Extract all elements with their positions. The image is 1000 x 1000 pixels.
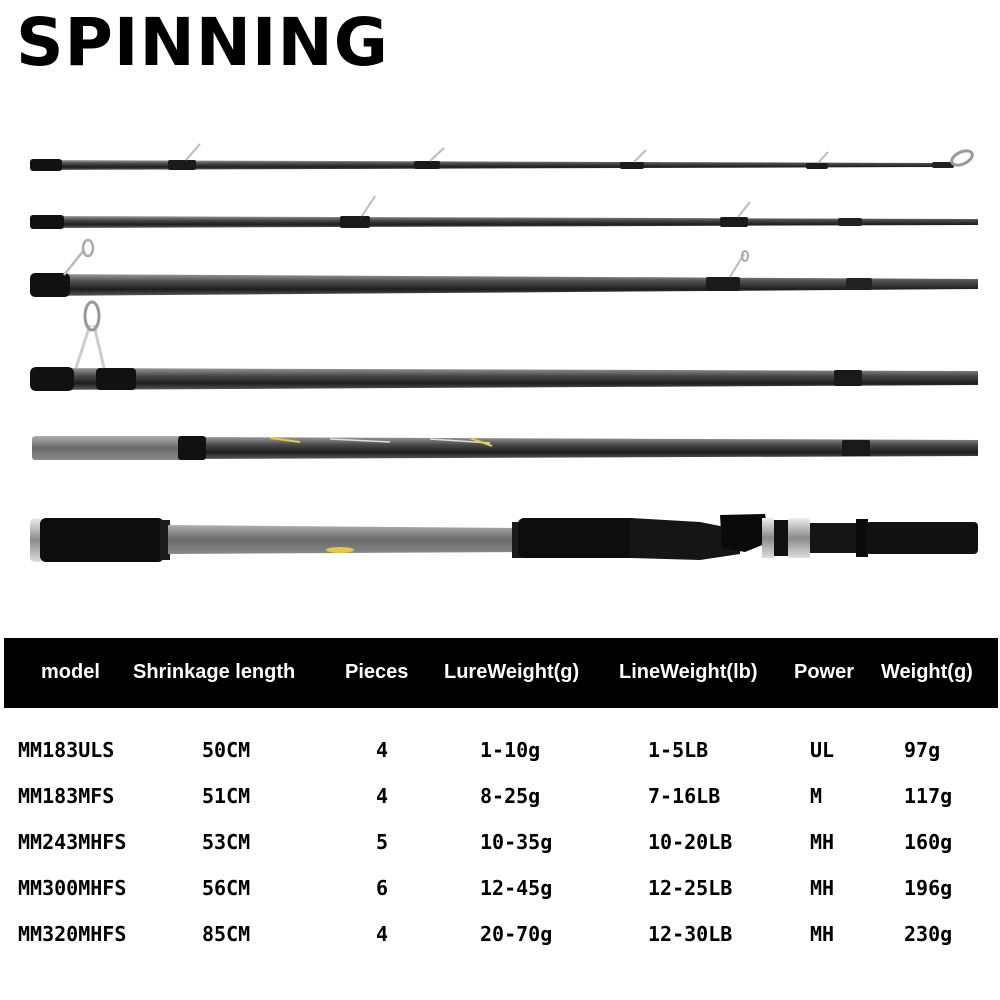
cell-pieces: 4	[376, 784, 389, 808]
header-lure-weight: LureWeight(g)	[444, 661, 580, 683]
cell-model: MM183ULS	[18, 738, 115, 762]
cell-shrinkage-length: 53CM	[202, 830, 251, 854]
table-body	[4, 708, 998, 998]
tip-section	[30, 144, 975, 171]
cell-model: MM183MFS	[18, 784, 115, 808]
cell-weight: 196g	[904, 876, 953, 900]
cell-line-weight: 7-16LB	[648, 784, 721, 808]
header-weight: Weight(g)	[881, 661, 973, 683]
header-pieces: Pieces	[345, 661, 409, 683]
cell-power: M	[810, 784, 823, 808]
cell-line-weight: 10-20LB	[648, 830, 733, 854]
cell-line-weight: 1-5LB	[648, 738, 709, 762]
spec-table	[4, 638, 998, 998]
section-2	[30, 196, 978, 229]
cell-power: MH	[810, 922, 835, 946]
cell-pieces: 6	[376, 876, 389, 900]
cell-pieces: 4	[376, 922, 389, 946]
cell-lure-weight: 1-10g	[480, 738, 541, 762]
table-header	[4, 638, 998, 708]
table-row	[4, 730, 998, 770]
header-shrinkage-length: Shrinkage length	[133, 661, 296, 683]
cell-power: MH	[810, 876, 835, 900]
cell-lure-weight: 20-70g	[480, 922, 553, 946]
cell-weight: 160g	[904, 830, 953, 854]
section-5	[32, 436, 978, 460]
header-line-weight: LineWeight(lb)	[619, 661, 758, 683]
table-row	[4, 914, 998, 954]
cell-lure-weight: 8-25g	[480, 784, 541, 808]
cell-model: MM243MHFS	[18, 830, 127, 854]
cell-shrinkage-length: 85CM	[202, 922, 251, 946]
cell-power: MH	[810, 830, 835, 854]
section-4	[30, 302, 978, 391]
cell-model: MM300MHFS	[18, 876, 127, 900]
section-3	[30, 240, 978, 297]
table-row	[4, 822, 998, 862]
cell-pieces: 4	[376, 738, 389, 762]
rod-sections-image	[0, 130, 1000, 610]
page-title: SPINNING	[16, 4, 389, 81]
cell-pieces: 5	[376, 830, 389, 854]
table-row	[4, 776, 998, 816]
cell-line-weight: 12-25LB	[648, 876, 733, 900]
cell-shrinkage-length: 56CM	[202, 876, 251, 900]
cell-model: MM320MHFS	[18, 922, 127, 946]
cell-lure-weight: 10-35g	[480, 830, 553, 854]
cell-weight: 97g	[904, 738, 941, 762]
table-row	[4, 868, 998, 908]
cell-line-weight: 12-30LB	[648, 922, 733, 946]
cell-shrinkage-length: 50CM	[202, 738, 251, 762]
cell-weight: 117g	[904, 784, 953, 808]
handle-section	[30, 514, 978, 562]
cell-weight: 230g	[904, 922, 953, 946]
cell-shrinkage-length: 51CM	[202, 784, 251, 808]
cell-lure-weight: 12-45g	[480, 876, 553, 900]
header-power: Power	[794, 661, 855, 683]
cell-power: UL	[810, 738, 835, 762]
header-model: model	[41, 661, 100, 683]
